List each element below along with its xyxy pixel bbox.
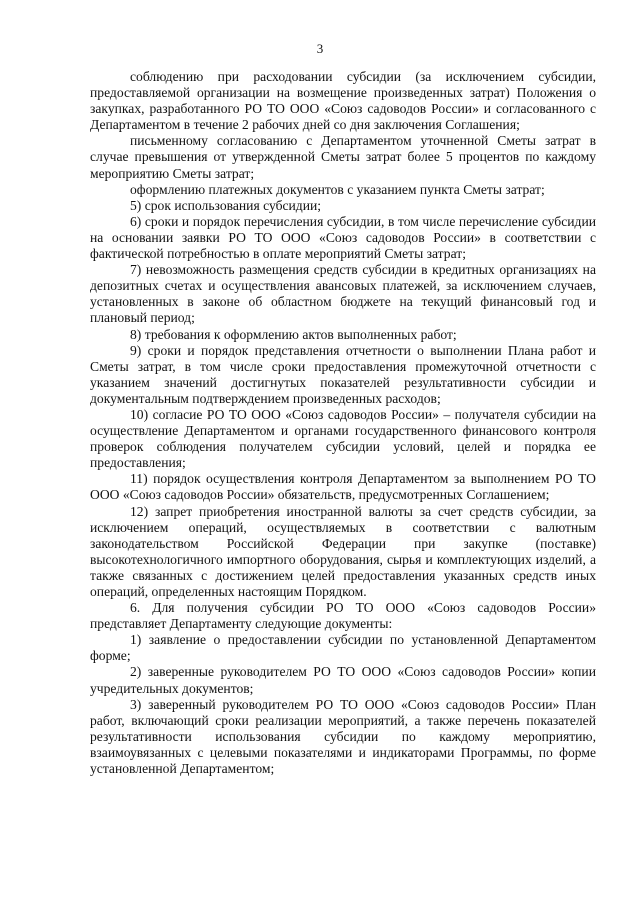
- document-body: [90, 69, 596, 777]
- paragraph-item-6: 6) сроки и порядок перечисления субсидии, в том числе перечисление субсидии на основании заявки РО ТО ООО «Союз садоводов России» в соответствии с фактической потребностью в оплате мероприятий Сметы затрат;: [90, 213, 596, 262]
- paragraph-estimate-approval: письменному согласованию с Департаментом уточненной Сметы затрат в случае превышения от утвержденной Сметы затрат более 5 процентов по каждому мероприятию Сметы затрат;: [90, 133, 596, 181]
- paragraph-item-5: 5) срок использования субсидии;: [130, 197, 322, 213]
- page-number: 3: [316, 41, 324, 56]
- paragraph-payment-documents: оформлению платежных документов с указанием пункта Сметы затрат;: [130, 181, 545, 197]
- paragraph-item-12: 12) запрет приобретения иностранной валюты за счет средств субсидии, за исключением операций, осуществляемых в соответствии с валютным законодательством Российской Федерации при закупке (поставке) высокотехнологичного импортного оборудования, сырья и комплектующих изделий, а также связанных с достижением целей предоставления указанных средств иных операций, определенных настоящим Порядком.: [90, 503, 596, 599]
- paragraph-doc-1: 1) заявление о предоставлении субсидии по установленной Департаментом форме;: [90, 632, 596, 664]
- paragraph-doc-3: 3) заверенный руководителем РО ТО ООО «Союз садоводов России» План работ, включающий сроки реализации мероприятий, а также перечень показателей результативности использования субсидии по каждому мероприятию, взаимоувязанных с целевыми показателями и индикаторами Программы, по форме установленной Департаментом;: [90, 696, 596, 777]
- paragraph-doc-2: 2) заверенные руководителем РО ТО ООО «Союз садоводов России» копии учредительных документов;: [90, 664, 596, 696]
- paragraph-item-8: 8) требования к оформлению актов выполненных работ;: [130, 326, 457, 342]
- paragraph-item-10: 10) согласие РО ТО ООО «Союз садоводов России» – получателя субсидии на осуществление Департаментом и органами государственного финансового контроля проверок соблюдения получателем субсидии условий, целей и порядка ее предоставления;: [90, 406, 596, 471]
- paragraph-item-7: 7) невозможность размещения средств субсидии в кредитных организациях на депозитных счетах и осуществления авансовых платежей, за исключением случаев, установленных в законе об областном бюджете на текущий финансовый год и плановый период;: [90, 262, 596, 326]
- paragraph-item-9: 9) сроки и порядок представления отчетности о выполнении Плана работ и Сметы затрат, в том числе сроки предоставления промежуточной отчетности с указанием значений достигнутых показателей результативности субсидии и документальным подтверждением произведенных расходов;: [90, 342, 596, 406]
- paragraph-section-6: 6. Для получения субсидии РО ТО ООО «Союз садоводов России» представляет Департаменту следующие документы:: [90, 600, 596, 632]
- paragraph-procurement-regulation: соблюдению при расходовании субсидии (за исключением субсидии, предоставляемой организации на возмещение произведенных затрат) Положения о закупках, разработанного РО ТО ООО «Союз садоводов России» и согласованного с Департаментом в течение 2 рабочих дней со дня заключения Соглашения;: [90, 69, 596, 133]
- paragraph-item-11: 11) порядок осуществления контроля Департаментом за выполнением РО ТО ООО «Союз садоводов России» обязательств, предусмотренных Соглашением;: [90, 471, 596, 503]
